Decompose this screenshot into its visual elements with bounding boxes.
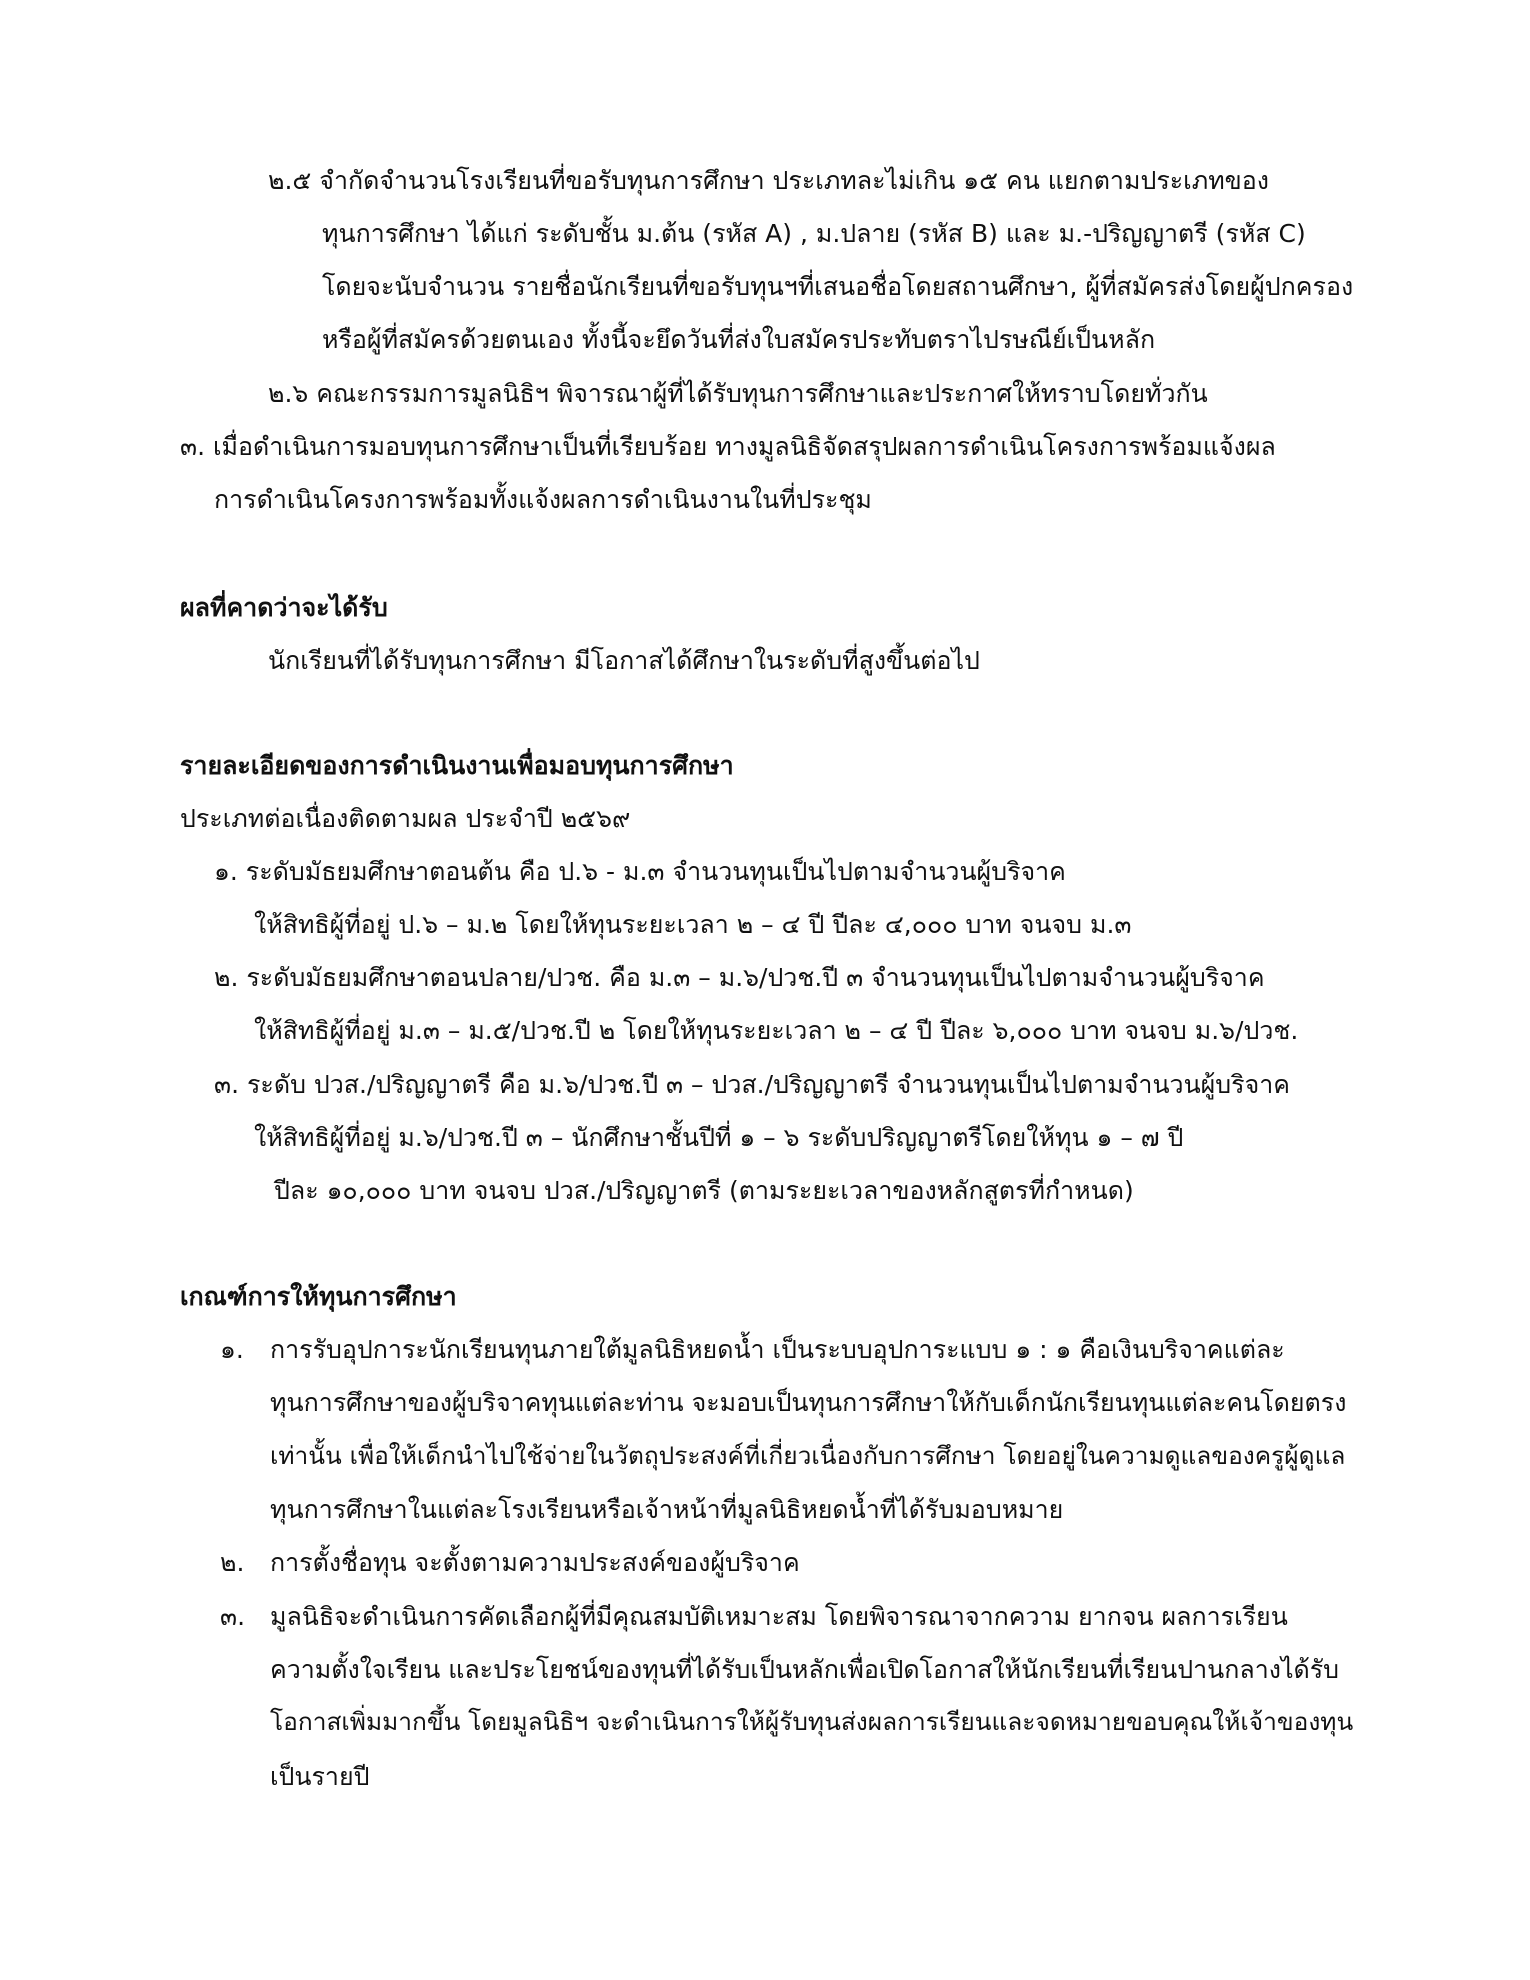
item-2-5-line-3: โดยจะนับจำนวน รายชื่อนักเรียนที่ขอรับทุนฯที่เสนอชื่อโดยสถานศึกษา, ผู้ที่สมัครส่งโดยผู้ปกครอง xyxy=(322,272,1354,301)
details-item-3-line-2: ปีละ ๑๐,๐๐๐ บาท จนจบ ปวส./ปริญญาตรี (ตามระยะเวลาของหลักสูตรที่กำหนด) xyxy=(274,1176,1134,1205)
details-item-2-line-1: ให้สิทธิผู้ที่อยู่ ม.๓ – ม.๕/ปวช.ปี ๒ โดยให้ทุนระยะเวลา ๒ – ๔ ปี ปีละ ๖,๐๐๐ บาท จนจบ ม.๖/ปวช. xyxy=(254,1016,1299,1045)
details-item-3-line-1: ให้สิทธิผู้ที่อยู่ ม.๖/ปวช.ปี ๓ – นักศึกษาชั้นปีที่ ๑ – ๖ ระดับปริญญาตรีโดยให้ทุน ๑ – ๗ ปี xyxy=(254,1123,1184,1152)
details-item-3-title: ๓. ระดับ ปวส./ปริญญาตรี คือ ม.๖/ปวช.ปี ๓ – ปวส./ปริญญาตรี จำนวนทุนเป็นไปตามจำนวนผู้บริจาค xyxy=(214,1070,1291,1099)
expected-results-text: นักเรียนที่ได้รับทุนการศึกษา มีโอกาสได้ศึกษาในระดับที่สูงขึ้นต่อไป xyxy=(268,646,980,675)
item-2-6: ๒.๖ คณะกรรมการมูลนิธิฯ พิจารณาผู้ที่ได้รับทุนการศึกษาและประกาศให้ทราบโดยทั่วกัน xyxy=(268,379,1208,408)
criteria-heading: เกณฑ์การให้ทุนการศึกษา xyxy=(180,1282,457,1311)
expected-results-heading: ผลที่คาดว่าจะได้รับ xyxy=(180,593,388,622)
criteria-item-1-line-2: ทุนการศึกษาของผู้บริจาคทุนแต่ละท่าน จะมอบเป็นทุนการศึกษาให้กับเด็กนักเรียนทุนแต่ละคนโดยตรง xyxy=(270,1388,1347,1417)
details-item-2-title: ๒. ระดับมัธยมศึกษาตอนปลาย/ปวช. คือ ม.๓ – ม.๖/ปวช.ปี ๓ จำนวนทุนเป็นไปตามจำนวนผู้บริจาค xyxy=(214,963,1265,992)
criteria-item-1-number: ๑. xyxy=(220,1335,244,1364)
item-3-line-2: การดำเนินโครงการพร้อมทั้งแจ้งผลการดำเนินงานในที่ประชุม xyxy=(214,485,872,514)
criteria-item-3-number: ๓. xyxy=(220,1602,246,1631)
criteria-item-2-number: ๒. xyxy=(220,1548,245,1577)
criteria-item-2-line-1: การตั้งชื่อทุน จะตั้งตามความประสงค์ของผู้บริจาค xyxy=(270,1548,800,1577)
details-item-1-title: ๑. ระดับมัธยมศึกษาตอนต้น คือ ป.๖ - ม.๓ จำนวนทุนเป็นไปตามจำนวนผู้บริจาค xyxy=(214,857,1066,886)
criteria-item-3-line-2: ความตั้งใจเรียน และประโยชน์ของทุนที่ได้รับเป็นหลักเพื่อเปิดโอกาสให้นักเรียนที่เรียนปานกลางได้รับ xyxy=(270,1655,1340,1684)
details-subheading: ประเภทต่อเนื่องติดตามผล ประจำปี ๒๕๖๙ xyxy=(180,804,631,833)
criteria-item-3-line-1: มูลนิธิจะดำเนินการคัดเลือกผู้ที่มีคุณสมบัติเหมาะสม โดยพิจารณาจากความ ยากจน ผลการเรียน xyxy=(270,1602,1288,1631)
criteria-item-1-line-4: ทุนการศึกษาในแต่ละโรงเรียนหรือเจ้าหน้าที่มูลนิธิหยดน้ำที่ได้รับมอบหมาย xyxy=(270,1495,1064,1524)
item-2-5-line-4: หรือผู้ที่สมัครด้วยตนเอง ทั้งนี้จะยึดวันที่ส่งใบสมัครประทับตราไปรษณีย์เป็นหลัก xyxy=(322,325,1156,354)
criteria-item-3-line-4: เป็นรายปี xyxy=(270,1762,370,1791)
item-2-5-line-1: ๒.๕ จำกัดจำนวนโรงเรียนที่ขอรับทุนการศึกษา ประเภทละไม่เกิน ๑๕ คน แยกตามประเภทของ xyxy=(268,166,1269,195)
item-2-5-line-2: ทุนการศึกษา ได้แก่ ระดับชั้น ม.ต้น (รหัส A) , ม.ปลาย (รหัส B) และ ม.-ปริญญาตรี (รหัส C) xyxy=(322,219,1306,248)
details-heading: รายละเอียดของการดำเนินงานเพื่อมอบทุนการศึกษา xyxy=(180,751,734,780)
criteria-item-1-line-3: เท่านั้น เพื่อให้เด็กนำไปใช้จ่ายในวัตถุประสงค์ที่เกี่ยวเนื่องกับการศึกษา โดยอยู่ในความดูแลของครูผู้ดูแล xyxy=(270,1441,1346,1470)
criteria-item-3-line-3: โอกาสเพิ่มมากขึ้น โดยมูลนิธิฯ จะดำเนินการให้ผู้รับทุนส่งผลการเรียนและจดหมายขอบคุณให้เจ้าของทุน xyxy=(270,1707,1354,1736)
details-item-1-line-1: ให้สิทธิผู้ที่อยู่ ป.๖ – ม.๒ โดยให้ทุนระยะเวลา ๒ – ๔ ปี ปีละ ๔,๐๐๐ บาท จนจบ ม.๓ xyxy=(254,910,1132,939)
item-3-line-1: ๓. เมื่อดำเนินการมอบทุนการศึกษาเป็นที่เรียบร้อย ทางมูลนิธิจัดสรุปผลการดำเนินโครงการพร้อมแจ้งผล xyxy=(180,432,1276,461)
criteria-item-1-line-1: การรับอุปการะนักเรียนทุนภายใต้มูลนิธิหยดน้ำ เป็นระบบอุปการะแบบ ๑ : ๑ คือเงินบริจาคแต่ละ xyxy=(270,1335,1285,1364)
